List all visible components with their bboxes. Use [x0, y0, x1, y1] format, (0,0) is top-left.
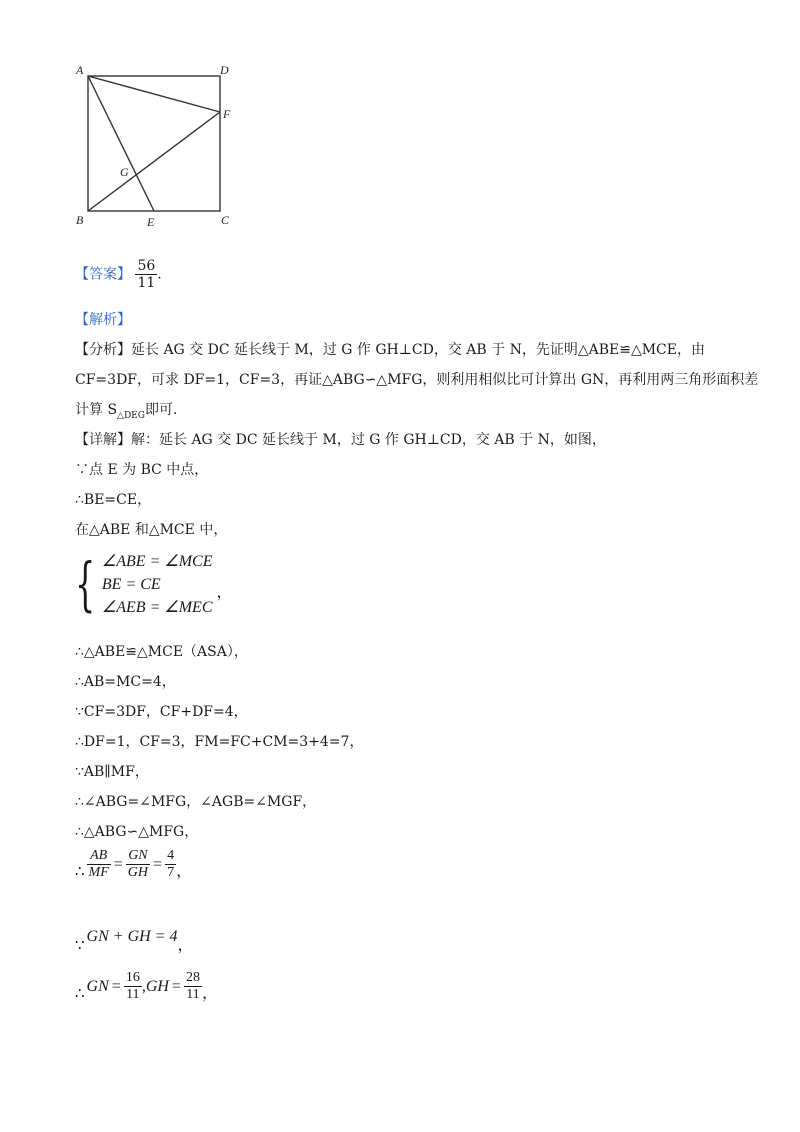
analysis-line-2: CF=3DF，可求 DF=1，CF=3，再证△ABG∽△MFG，则利用相似比可计算出 GN，再利用两三角形面积差: [75, 372, 759, 388]
label-a: A: [76, 63, 84, 77]
label-g: G: [120, 165, 129, 179]
equals-3: =: [111, 977, 121, 995]
detail-line-8: ∴DF=1，CF=3，FM=FC+CM=3+4=7，: [75, 734, 364, 750]
label-f: F: [223, 107, 231, 121]
equation-row-1: ∠ABE = ∠MCE: [101, 552, 213, 570]
equation-rows: [102, 550, 213, 619]
result-fraction-2: [184, 970, 202, 1003]
label-e: E: [147, 215, 155, 229]
ratio-f3-num: 4: [167, 848, 175, 863]
answer-fraction: [135, 258, 157, 291]
ratio-f2-num: GN: [126, 848, 150, 865]
therefore-symbol: ∴: [75, 864, 85, 880]
equation-system: [75, 548, 233, 620]
equals-1: =: [113, 855, 123, 873]
analysis-line-3-post: 即可.: [144, 402, 178, 418]
ratio-f1-num: AB: [87, 848, 111, 865]
equals-4: =: [171, 977, 181, 995]
result-tail: ，: [201, 985, 218, 1002]
result-fraction-1: [124, 970, 142, 1003]
label-c: C: [221, 213, 230, 227]
result-f2-den: 11: [186, 987, 200, 1002]
detail-line-2: ∵点 E 为 BC 中点，: [75, 462, 209, 478]
answer-denominator: 11: [137, 275, 156, 291]
detail-line-4: 在△ABE 和△MCE 中，: [75, 522, 228, 538]
ratio-fraction-1: [87, 848, 111, 881]
answer-tail: .: [157, 266, 162, 283]
detail-line-3: ∴BE=CE，: [75, 492, 152, 508]
analysis-line-3-sub: △DEG: [117, 410, 145, 421]
result-gh: GH: [145, 977, 169, 995]
label-d: D: [220, 63, 229, 77]
brace-icon: {: [75, 550, 96, 618]
result-f1-den: 11: [126, 987, 140, 1002]
analysis-line-1: 【分析】延长 AG 交 DC 延长线于 M，过 G 作 GH⊥CD，交 AB 于 N，先证明△ABE≌△MCE，由: [75, 342, 705, 358]
geometry-figure: [70, 56, 250, 236]
square-diagram: [70, 56, 250, 236]
equation-row-3: ∠AEB = ∠MEC: [101, 598, 213, 616]
detail-line-1: 【详解】解：延长 AG 交 DC 延长线于 M，过 G 作 GH⊥CD，交 AB 于 N，如图，: [75, 432, 606, 448]
segment-af: [88, 76, 220, 112]
result-separator: ,: [141, 977, 146, 995]
equals-2: =: [153, 855, 163, 873]
detail-line-10: ∴∠ABG=∠MFG，∠AGB=∠MGF，: [75, 794, 317, 810]
equation-row-2: BE = CE: [101, 575, 161, 593]
analysis-line-3-pre: 计算 S: [75, 402, 118, 418]
detail-line-9: ∵AB∥MF，: [75, 764, 149, 780]
result-equation: [75, 970, 218, 1003]
sum-expression: GN + GH = 4: [86, 927, 178, 945]
result-f2-num: 28: [185, 970, 200, 985]
ratio-tail: ，: [176, 863, 193, 880]
ratio-f2-den: GH: [127, 865, 149, 880]
segment-bf: [88, 112, 220, 211]
ratio-fraction-3: [165, 848, 176, 881]
detail-line-11: ∴△ABG∽△MFG，: [75, 824, 199, 840]
segment-ae: [88, 76, 154, 211]
equation-comma: ，: [216, 582, 233, 601]
ratio-f3-den: 7: [167, 865, 175, 880]
result-f1-num: 16: [125, 970, 140, 985]
answer-tag: 【答案】: [75, 266, 131, 283]
detail-line-7: ∵CF=3DF，CF+DF=4，: [75, 704, 248, 720]
label-b: B: [76, 213, 84, 227]
detail-line-5: ∴△ABE≌△MCE（ASA），: [75, 644, 248, 660]
detail-line-6: ∴AB=MC=4，: [75, 674, 176, 690]
result-gn: GN: [86, 977, 109, 995]
ratio-fraction-2: [126, 848, 150, 881]
answer-numerator: 56: [137, 258, 156, 274]
analysis-tag: 【解析】: [75, 312, 131, 328]
ratio-equation: [75, 848, 192, 881]
therefore-symbol-2: ∴: [75, 986, 85, 1002]
because-symbol: ∵: [75, 938, 85, 954]
analysis-line-3: [75, 400, 177, 426]
sum-tail: ，: [177, 937, 194, 954]
square-abcd: [88, 76, 220, 211]
ratio-f1-den: MF: [88, 865, 109, 880]
sum-equation: [75, 918, 194, 955]
answer-line: [75, 258, 162, 291]
